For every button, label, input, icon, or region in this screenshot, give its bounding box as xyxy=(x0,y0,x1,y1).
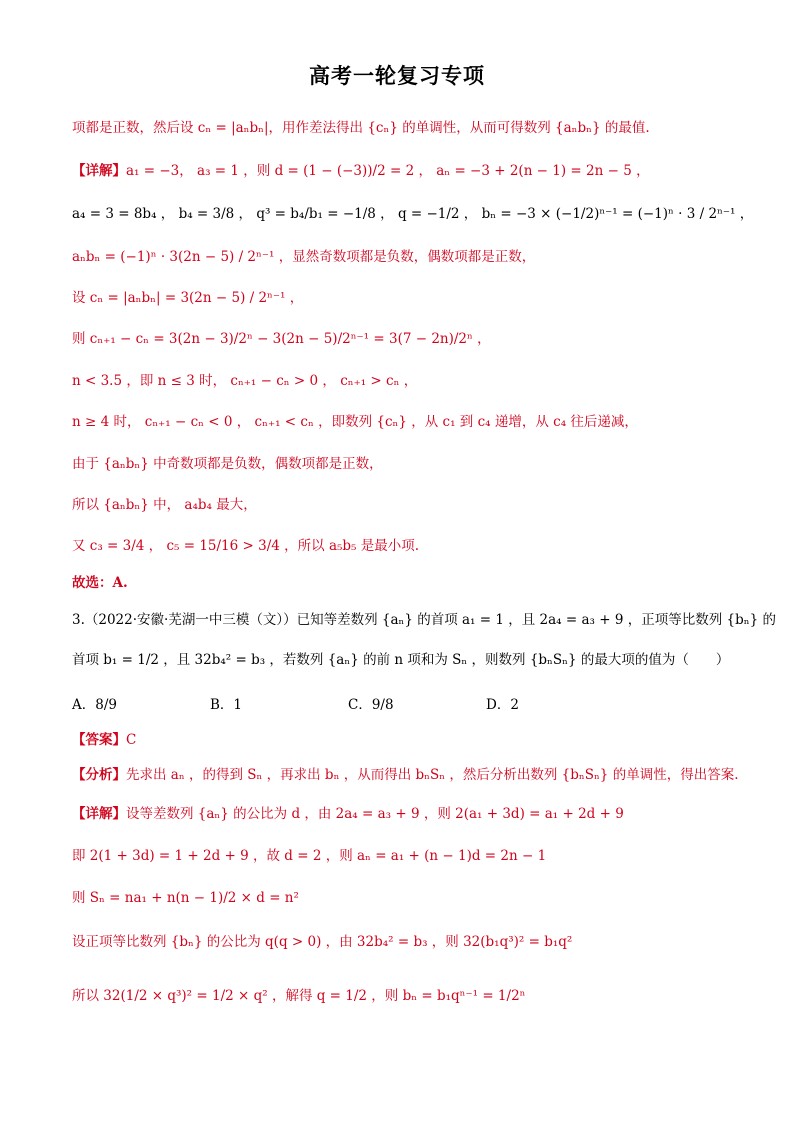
line-text: 设 cₙ = |aₙbₙ| = 3(2n − 5) / 2ⁿ⁻¹ ， xyxy=(72,290,304,306)
text-line xyxy=(72,290,754,306)
option-label: A． xyxy=(72,697,96,713)
line-text: 所以 {aₙbₙ} 中， a₄b₄ 最大， xyxy=(72,497,257,513)
line-text: n < 3.5 ，即 n ≤ 3 时， cₙ₊₁ − cₙ > 0 ， cₙ₊₁ > cₙ ， xyxy=(72,373,418,389)
line-text: C xyxy=(126,732,137,748)
line-text: 由于 {aₙbₙ} 中奇数项都是负数，偶数项都是正数， xyxy=(72,456,383,472)
line-text: 3.（2022·安徽·芜湖一中三模（文））已知等差数列 {aₙ} 的首项 a₁ = 1 ，且 2a₄ = a₃ + 9 ，正项等比数列 {bₙ} 的 xyxy=(72,612,776,628)
text-line xyxy=(72,652,754,668)
line-text: 即 2(1 + 3d) = 1 + 2d + 9 ，故 d = 2 ，则 aₙ = a₁ + (n − 1)d = 2n − 1 xyxy=(72,848,547,864)
option-label: C． xyxy=(348,697,372,713)
text-line xyxy=(72,456,754,472)
option-value: 2 xyxy=(510,697,519,713)
text-line xyxy=(72,732,754,748)
page-title: 高考一轮复习专项 xyxy=(309,63,485,88)
text-line xyxy=(72,988,754,1004)
option-label: D． xyxy=(486,697,511,713)
option-label: B． xyxy=(210,697,234,713)
line-text: 首项 b₁ = 1/2 ，且 32b₄² = b₃ ，若数列 {aₙ} 的前 n 项和为 Sₙ ，则数列 {bₙSₙ} 的最大项的值为（ ） xyxy=(72,652,730,668)
line-text: 则 Sₙ = na₁ + n(n − 1)/2 × d = n² xyxy=(72,890,299,906)
option-value: 9/8 xyxy=(371,697,394,713)
text-line xyxy=(72,414,754,430)
text-line xyxy=(72,206,754,222)
text-line xyxy=(72,890,754,906)
line-text: 所以 32(1/2 × q³)² = 1/2 × q² ，解得 q = 1/2 ，则 bₙ = b₁qⁿ⁻¹ = 1/2ⁿ xyxy=(72,988,526,1004)
section-tag: 【分析】 xyxy=(72,767,126,783)
text-line xyxy=(72,331,754,347)
option-value: 1 xyxy=(233,697,243,713)
section-tag: 【详解】 xyxy=(72,806,126,822)
option-a xyxy=(72,693,117,713)
text-line xyxy=(72,249,754,265)
text-line xyxy=(72,497,754,513)
text-line xyxy=(72,848,754,864)
line-text: 设等差数列 {aₙ} 的公比为 d ，由 2a₄ = a₃ + 9 ，则 2(a₁ + 3d) = a₁ + 2d + 9 xyxy=(126,806,624,822)
option-d xyxy=(486,693,519,713)
line-text: 又 c₃ = 3/4 ， c₅ = 15/16 > 3/4 ，所以 a₅b₅ 是最小项. xyxy=(72,538,420,554)
text-line xyxy=(72,120,754,136)
line-text: a₄ = 3 = 8b₄ ， b₄ = 3/8 ， q³ = b₄/b₁ = −1/8 ， q = −1/2 ， bₙ = −3 × (−1/2)ⁿ⁻¹ = (−1)ⁿ · 3 / 2ⁿ⁻¹ ， xyxy=(72,206,754,222)
text-line xyxy=(72,575,754,591)
section-tag: 【详解】 xyxy=(72,163,126,179)
text-line xyxy=(72,612,776,628)
option-b xyxy=(210,693,242,713)
option-c xyxy=(348,693,394,713)
text-line xyxy=(72,767,754,783)
option-value: 8/9 xyxy=(95,697,117,713)
line-text: 故选：A. xyxy=(72,575,128,591)
text-line xyxy=(72,934,754,950)
line-text: 则 cₙ₊₁ − cₙ = 3(2n − 3)/2ⁿ − 3(2n − 5)/2ⁿ⁻¹ = 3(7 − 2n)/2ⁿ ， xyxy=(72,331,491,347)
line-text: aₙbₙ = (−1)ⁿ · 3(2n − 5) / 2ⁿ⁻¹ ，显然奇数项都是负数，偶数项都是正数， xyxy=(72,249,536,265)
section-tag: 【答案】 xyxy=(72,732,126,748)
line-text: 项都是正数，然后设 cₙ = |aₙbₙ|，用作差法得出 {cₙ} 的单调性，从而可得数列 {aₙbₙ} 的最值. xyxy=(72,120,650,136)
text-line xyxy=(72,806,754,822)
text-line xyxy=(72,538,754,554)
line-text: 先求出 aₙ ，的得到 Sₙ ，再求出 bₙ ，从而得出 bₙSₙ ，然后分析出数列 {bₙSₙ} 的单调性，得出答案. xyxy=(126,767,739,783)
line-text: n ≥ 4 时， cₙ₊₁ − cₙ < 0 ， cₙ₊₁ < cₙ ，即数列 {cₙ} ，从 c₁ 到 c₄ 递增，从 c₄ 往后递减， xyxy=(72,414,638,430)
text-line xyxy=(72,373,754,389)
text-line xyxy=(72,163,754,179)
line-text: a₁ = −3， a₃ = 1 ，则 d = (1 − (−3))/2 = 2 ， aₙ = −3 + 2(n − 1) = 2n − 5 ， xyxy=(126,163,650,179)
line-text: 设正项等比数列 {bₙ} 的公比为 q(q > 0) ，由 32b₄² = b₃ ，则 32(b₁q³)² = b₁q² xyxy=(72,934,573,950)
